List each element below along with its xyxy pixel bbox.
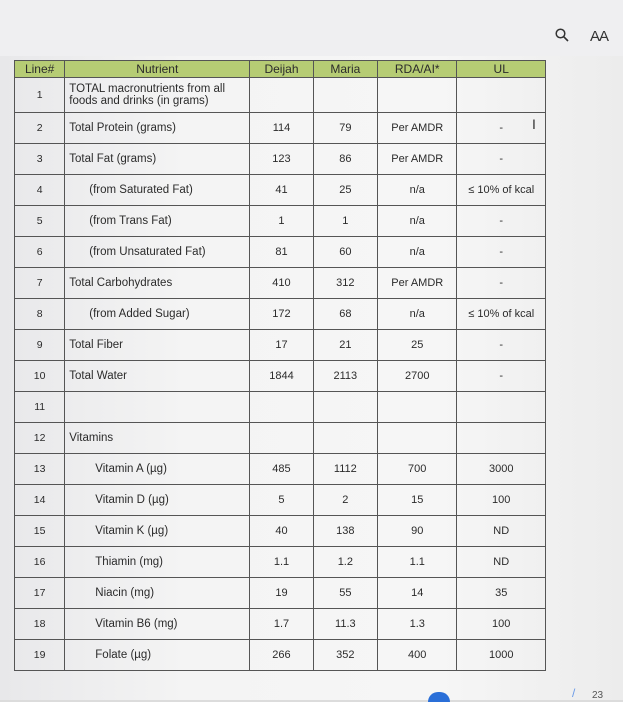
line-number: 12 [15,423,65,454]
table-row [15,268,546,299]
ul-value: 1000 [457,640,546,671]
search-icon-glyph [555,28,569,42]
maria-value: 2 [313,485,377,516]
rda-value: 1.3 [378,609,457,640]
col-header-nutrient: Nutrient [65,61,250,78]
line-number: 10 [15,361,65,392]
line-number: 14 [15,485,65,516]
rda-value: n/a [378,237,457,268]
nutrient-table [14,60,546,671]
maria-value: 55 [313,578,377,609]
table-row [15,423,546,454]
rda-value [378,392,457,423]
table-row [15,578,546,609]
rda-value: 25 [378,330,457,361]
ul-value: 100 [457,485,546,516]
table-row [15,361,546,392]
rda-value: Per AMDR [378,144,457,175]
maria-value: 21 [313,330,377,361]
line-number: 15 [15,516,65,547]
rda-value: 2700 [378,361,457,392]
line-number: 8 [15,299,65,330]
table-row [15,392,546,423]
deijah-value: 1.7 [250,609,313,640]
rda-value: n/a [378,175,457,206]
table-row [15,144,546,175]
deijah-value: 1844 [250,361,313,392]
ul-value: ≤ 10% of kcal [457,299,546,330]
deijah-value: 41 [250,175,313,206]
maria-value: 1 [313,206,377,237]
table-row [15,640,546,671]
table-header-row [15,61,546,78]
rda-value: 90 [378,516,457,547]
deijah-value: 17 [250,330,313,361]
line-number: 7 [15,268,65,299]
table-body [15,78,546,671]
col-header-maria: Maria [313,61,377,78]
maria-value: 2113 [313,361,377,392]
deijah-value [250,392,313,423]
nutrient-name: Vitamin A (µg) [65,454,250,485]
rda-value [378,423,457,454]
search-icon[interactable] [555,28,569,47]
maria-value: 68 [313,299,377,330]
ul-value: ND [457,516,546,547]
ul-value: - [457,113,546,144]
nutrient-name: Thiamin (mg) [65,547,250,578]
text-cursor-icon: I [532,116,536,132]
line-number: 13 [15,454,65,485]
rda-value: 1.1 [378,547,457,578]
table-row [15,485,546,516]
deijah-value: 1.1 [250,547,313,578]
line-number: 11 [15,392,65,423]
nutrient-name: Niacin (mg) [65,578,250,609]
rda-value: 700 [378,454,457,485]
ul-value: ≤ 10% of kcal [457,175,546,206]
line-number: 3 [15,144,65,175]
table-row [15,78,546,113]
nutrient-name: (from Saturated Fat) [65,175,250,206]
line-number: 1 [15,78,65,113]
maria-value [313,423,377,454]
line-number: 4 [15,175,65,206]
maria-value: 1.2 [313,547,377,578]
nutrient-name: (from Unsaturated Fat) [65,237,250,268]
ul-value: - [457,330,546,361]
table-row [15,206,546,237]
deijah-value: 114 [250,113,313,144]
nutrient-name: Vitamins [65,423,250,454]
rda-value: n/a [378,299,457,330]
page-number: 23 [592,690,604,701]
table-row [15,609,546,640]
nutrient-name: Total Protein (grams) [65,113,250,144]
table-row [15,547,546,578]
nutrient-name: (from Added Sugar) [65,299,250,330]
ul-value: - [457,206,546,237]
table-row [15,113,546,144]
deijah-value: 40 [250,516,313,547]
maria-value: 138 [313,516,377,547]
maria-value: 1112 [313,454,377,485]
ul-value: - [457,361,546,392]
nutrient-name: Vitamin B6 (mg) [65,609,250,640]
deijah-value [250,423,313,454]
maria-value: 60 [313,237,377,268]
rda-value: n/a [378,206,457,237]
rda-value: 14 [378,578,457,609]
ul-value: 35 [457,578,546,609]
edge-mark-icon: / [572,686,576,700]
table-row [15,516,546,547]
nutrient-name: Total Water [65,361,250,392]
col-header-deijah: Deijah [250,61,313,78]
line-number: 17 [15,578,65,609]
table-row [15,237,546,268]
line-number: 19 [15,640,65,671]
maria-value: 11.3 [313,609,377,640]
nutrient-name: Vitamin D (µg) [65,485,250,516]
table-row [15,330,546,361]
ul-value [457,423,546,454]
ul-value: - [457,268,546,299]
col-header-ul: UL [457,61,546,78]
deijah-value: 172 [250,299,313,330]
line-number: 16 [15,547,65,578]
deijah-value: 410 [250,268,313,299]
deijah-value: 1 [250,206,313,237]
nutrient-name: Total Fat (grams) [65,144,250,175]
line-number: 18 [15,609,65,640]
col-header-rda: RDA/AI* [378,61,457,78]
line-number: 2 [15,113,65,144]
maria-value: 312 [313,268,377,299]
maria-value [313,392,377,423]
ul-value [457,392,546,423]
ul-value: - [457,237,546,268]
col-header-line: Line# [15,61,65,78]
maria-value: 25 [313,175,377,206]
maria-value [313,78,377,113]
nutrient-name: Total Fiber [65,330,250,361]
deijah-value: 19 [250,578,313,609]
ul-value: 3000 [457,454,546,485]
deijah-value: 81 [250,237,313,268]
maria-value: 79 [313,113,377,144]
deijah-value: 266 [250,640,313,671]
deijah-value: 123 [250,144,313,175]
nutrient-name [65,392,250,423]
table-row [15,454,546,485]
line-number: 6 [15,237,65,268]
nutrient-name: Total Carbohydrates [65,268,250,299]
line-number: 5 [15,206,65,237]
deijah-value [250,78,313,113]
deijah-value: 485 [250,454,313,485]
table-row [15,299,546,330]
nutrient-name: (from Trans Fat) [65,206,250,237]
nutrient-name: Vitamin K (µg) [65,516,250,547]
maria-value: 352 [313,640,377,671]
ul-value [457,78,546,113]
ul-value: - [457,144,546,175]
text-size-button[interactable]: AA [590,28,609,45]
rda-value: 15 [378,485,457,516]
table-row [15,175,546,206]
deijah-value: 5 [250,485,313,516]
browser-top-bar [0,0,623,56]
rda-value: 400 [378,640,457,671]
ul-value: ND [457,547,546,578]
rda-value: Per AMDR [378,113,457,144]
maria-value: 86 [313,144,377,175]
rda-value: Per AMDR [378,268,457,299]
nutrient-name: TOTAL macronutrients from all foods and drinks (in grams) [65,78,250,113]
ul-value: 100 [457,609,546,640]
line-number: 9 [15,330,65,361]
rda-value [378,78,457,113]
nutrient-name: Folate (µg) [65,640,250,671]
